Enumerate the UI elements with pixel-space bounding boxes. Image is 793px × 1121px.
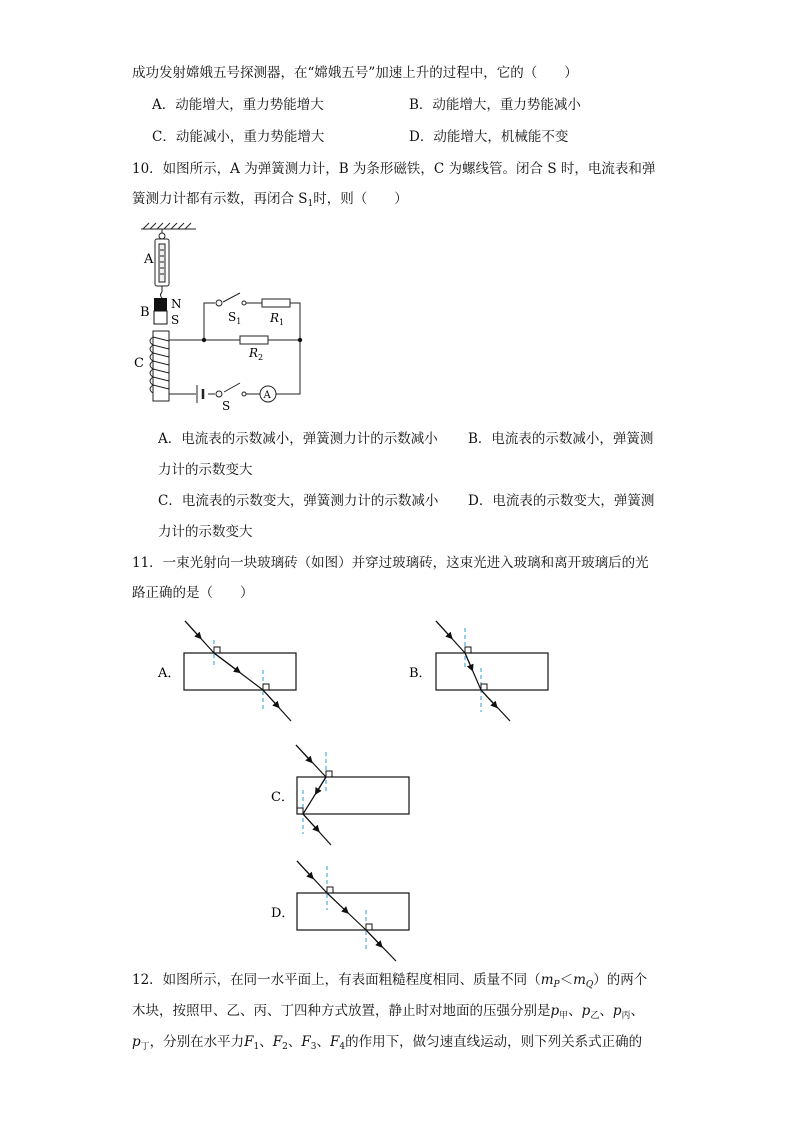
figure-option-c[interactable] bbox=[296, 745, 409, 845]
q11-stem-line1: 11．一束光射向一块玻璃砖（如图）并穿过玻璃砖，这束光进入玻璃和离开玻璃后的光 bbox=[132, 555, 649, 571]
q9-option-b[interactable]: B．动能增大，重力势能减小 bbox=[409, 97, 581, 113]
label-a-spring-scale: A bbox=[144, 252, 154, 267]
q10-option-b-line1[interactable]: B．电流表的示数减小，弹簧测 bbox=[468, 431, 654, 447]
q9-option-c[interactable]: C．动能减小，重力势能增大 bbox=[152, 129, 325, 145]
label-c-solenoid: C bbox=[134, 356, 144, 371]
q10-option-a[interactable]: A．电流表的示数减小，弹簧测力计的示数减小 bbox=[158, 431, 438, 447]
q11-stem-line2: 路正确的是（ ） bbox=[132, 585, 254, 601]
ammeter-symbol: A bbox=[263, 390, 271, 401]
label-r2: $R_2$ bbox=[249, 346, 264, 362]
label-option-b: B． bbox=[409, 666, 432, 681]
q10-option-b-line2: 力计的示数变大 bbox=[158, 462, 253, 478]
q12-stem-line1: 12．如图所示，在同一水平面上，有表面粗糙程度相同、质量不同$(m_P<m_Q)$的两个 bbox=[132, 972, 648, 990]
q10-option-c[interactable]: C．电流表的示数变大，弹簧测力计的示数减小 bbox=[158, 493, 439, 509]
label-option-a: A． bbox=[158, 666, 181, 681]
label-s-switch: S bbox=[222, 399, 231, 413]
q9-stem: 成功发射嫦娥五号探测器，在“嫦娥五号”加速上升的过程中，它的（ ） bbox=[132, 65, 578, 81]
q9-option-a[interactable]: A．动能增大，重力势能增大 bbox=[152, 97, 324, 113]
q9-option-d[interactable]: D．动能增大，机械能不变 bbox=[409, 129, 569, 145]
figure-option-d[interactable] bbox=[297, 861, 409, 961]
figure-option-b[interactable] bbox=[436, 621, 548, 721]
label-n-pole: N bbox=[171, 297, 182, 311]
label-s1-switch: $S_1$ bbox=[228, 310, 242, 326]
q12-stem-line2: 木块，按照甲、乙、丙、丁四种方式放置，静止时对地面的压强分别是$p_甲$、$p_乙$、$p_丙$、 bbox=[132, 1003, 645, 1021]
label-s-pole: S bbox=[171, 313, 180, 327]
q10-option-d-line2: 力计的示数变大 bbox=[158, 524, 253, 540]
q10-option-d-line1[interactable]: D．电流表的示数变大，弹簧测 bbox=[468, 493, 655, 509]
q10-stem-line2: 簧测力计都有示数，再闭合 $S_1$时，则（ ） bbox=[132, 191, 408, 209]
label-option-d: D． bbox=[271, 906, 295, 921]
q12-stem-line3: $p_丁$，分别在水平力$F_1$、$F_2$、$F_3$、$F_4$的作用下，做匀速直线运动，则下列关系式正确的 bbox=[132, 1034, 643, 1052]
label-b-magnet: B bbox=[140, 305, 150, 320]
label-r1: $R_1$ bbox=[270, 311, 285, 327]
q10-stem-line1: 10．如图所示，A 为弹簧测力计，B 为条形磁铁，C 为螺线管。闭合 S 时，电流表和弹 bbox=[132, 161, 656, 177]
label-option-c: C． bbox=[271, 790, 294, 805]
figure-option-a[interactable] bbox=[184, 621, 296, 721]
